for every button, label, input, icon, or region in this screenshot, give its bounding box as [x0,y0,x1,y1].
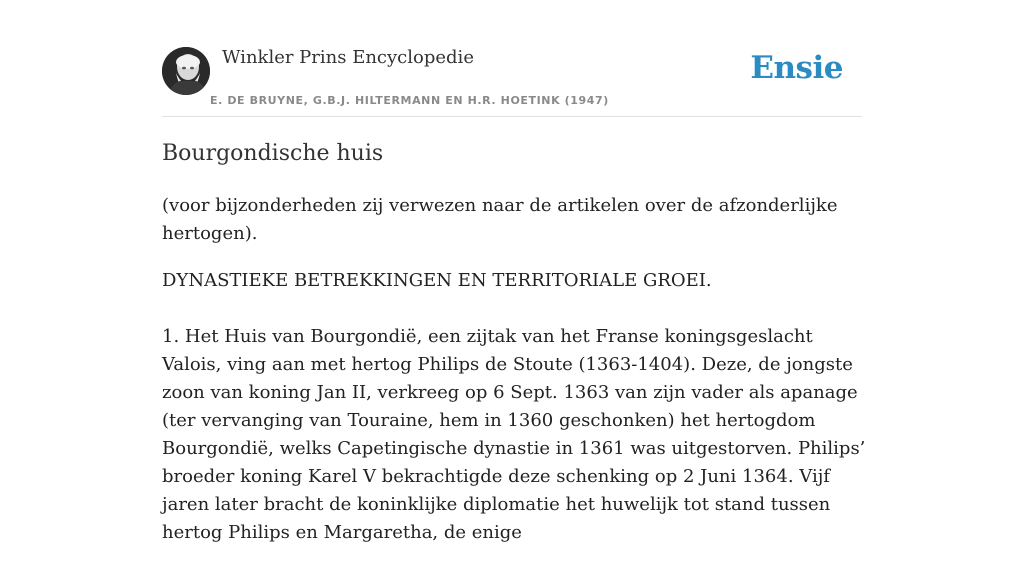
article-title: Bourgondische huis [162,141,384,166]
author-avatar[interactable] [162,47,210,95]
site-header [162,40,862,117]
encyclopedia-title[interactable]: Winkler Prins Encyclopedie [222,47,474,68]
ensie-logo-link[interactable]: Ensie [750,50,843,86]
article-paragraph: 1. Het Huis van Bourgondië, een zijtak van het Franse koningsgeslacht Valois, ving aan met hertog Philips de Stoute (1363-1404). Deze, de jongste zoon van koning Jan II, verkreeg op 6 Sept. 1363 van zijn vader als apanage (ter vervanging van Touraine, hem in 1360 geschonken) het hertogdom Bourgondië, welks Capetingische dynastie in 1361 was uitgestorven. Philips’ broeder koning Karel V bekrachtigde deze schenking op 2 Juni 1364. Vijf jaren later bracht de koninklijke diplomatie het huwelijk tot stand tussen hertog Philips en Margaretha, de enige [162,326,866,543]
article-paragraph: (voor bijzonderheden zij verwezen naar de artikelen over de afzonderlijke hertogen). [162,195,838,244]
authors-line: E. DE BRUYNE, G.B.J. HILTERMANN EN H.R. HOETINK (1947) [210,94,609,107]
avatar-portrait-icon [162,47,210,95]
section-heading: DYNASTIEKE BETREKKINGEN EN TERRITORIALE GROEI. [162,270,712,291]
article-content [162,136,867,566]
